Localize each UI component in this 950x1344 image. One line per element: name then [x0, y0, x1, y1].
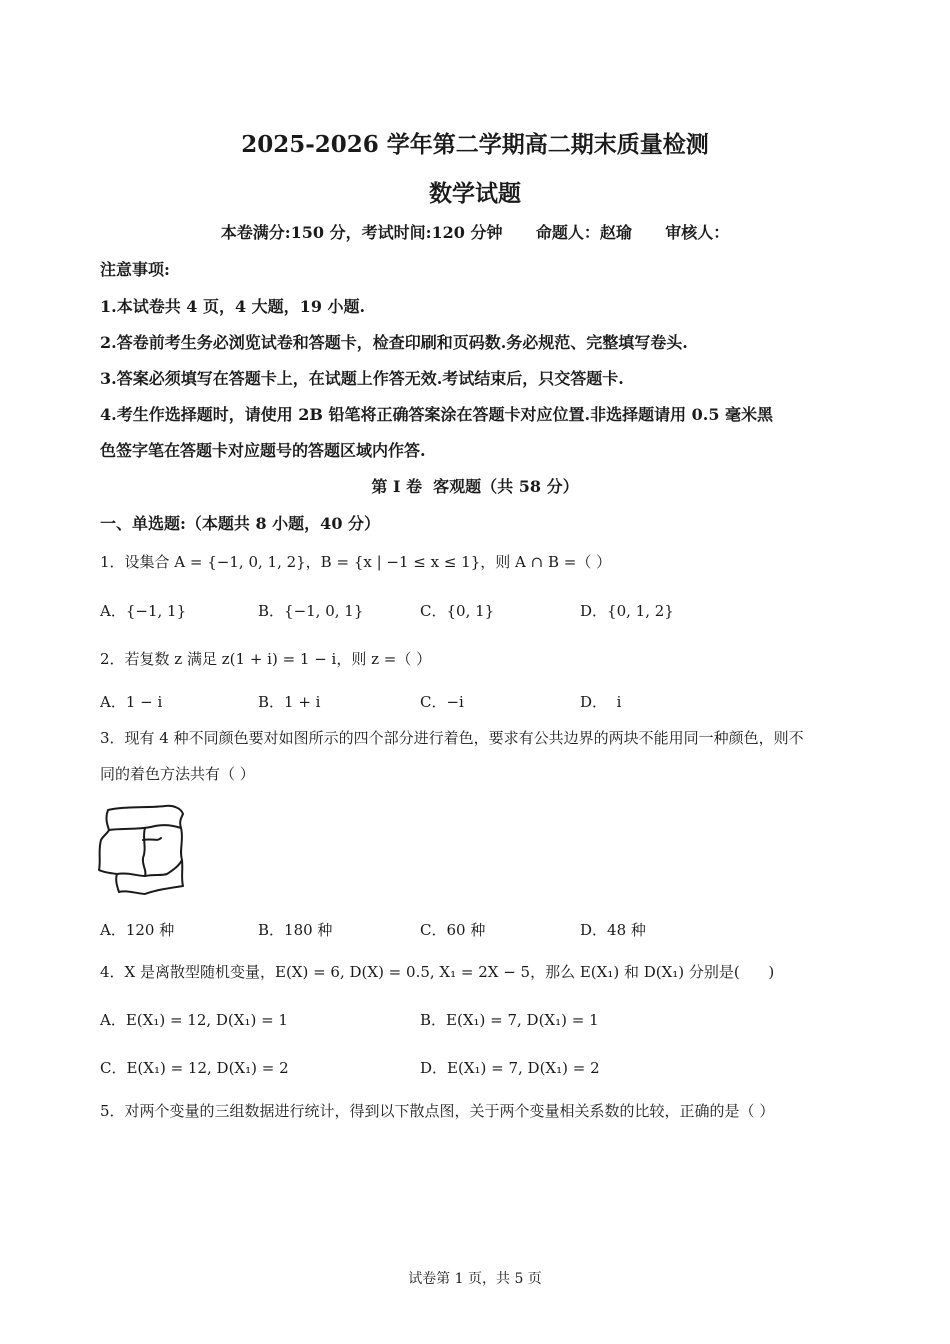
question-2-option-c: C．−i: [420, 693, 464, 711]
question-3-option-d: D．48 种: [580, 921, 646, 939]
exam-subtitle: 数学试题: [429, 180, 521, 207]
question-4-option-b: B．E(X₁) = 7, D(X₁) = 1: [420, 1011, 599, 1029]
question-2-stem: 2．若复数 z 满足 z(1 + i) = 1 − i，则 z =（ ）: [100, 650, 432, 668]
question-1-option-a: A．{−1, 1}: [100, 602, 187, 620]
page-footer: 试卷第 1 页，共 5 页: [408, 1271, 542, 1287]
question-1-stem: 1．设集合 A = {−1, 0, 1, 2}，B = {x | −1 ≤ x ≤ 1}，则 A ∩ B =（ ）: [100, 553, 612, 571]
notice-item-2: 2.答卷前考生务必浏览试卷和答题卡，检查印刷和页码数.务必规范、完整填写卷头.: [100, 333, 688, 352]
question-1-option-b: B．{−1, 0, 1}: [258, 602, 364, 620]
question-4-option-a: A．E(X₁) = 12, D(X₁) = 1: [100, 1011, 288, 1029]
figure-outer-boundary: [99, 806, 183, 894]
notice-item-3: 3.答案必须填写在答题卡上，在试题上作答无效.考试结束后，只交答题卡.: [100, 369, 624, 388]
question-3-option-b: B．180 种: [258, 921, 333, 939]
question-4-option-d: D．E(X₁) = 7, D(X₁) = 2: [420, 1059, 600, 1077]
question-3-option-c: C．60 种: [420, 921, 486, 939]
question-4-option-c: C．E(X₁) = 12, D(X₁) = 2: [100, 1059, 289, 1077]
question-3-stem-line2: 同的着色方法共有（ ）: [100, 765, 255, 783]
section-heading: 一、单选题:（本题共 8 小题，40 分）: [100, 514, 381, 533]
question-1-option-d: D．{0, 1, 2}: [580, 602, 674, 620]
notice-heading: 注意事项:: [100, 260, 170, 279]
question-1-option-c: C．{0, 1}: [420, 602, 495, 620]
exam-title: 2025-2026 学年第二学期高二期末质量检测: [241, 131, 709, 158]
notice-item-1: 1.本试卷共 4 页，4 大题，19 小题.: [100, 297, 366, 316]
question-3-stem-line1: 3．现有 4 种不同颜色要对如图所示的四个部分进行着色，要求有公共边界的两块不能用同一种颜色，则不: [100, 729, 804, 747]
question-3-option-a: A．120 种: [100, 921, 175, 939]
question-4-stem: 4．X 是离散型随机变量，E(X) = 6, D(X) = 0.5, X₁ = 2X − 5，那么 E(X₁) 和 D(X₁) 分别是( ): [100, 963, 775, 981]
coloring-regions-figure: [95, 800, 195, 900]
question-2-option-d: D． i: [580, 693, 622, 711]
question-2-option-b: B．1 + i: [258, 693, 321, 711]
figure-bottom-divider: [117, 860, 182, 876]
question-2-option-a: A．1 − i: [100, 693, 163, 711]
question-5-stem: 5．对两个变量的三组数据进行统计，得到以下散点图，关于两个变量相关系数的比较，正确的是（ ）: [100, 1102, 775, 1120]
figure-bump: [143, 838, 161, 840]
notice-item-4: 4.考生作选择题时，请使用 2B 铅笔将正确答案涂在答题卡对应位置.非选择题请用 0.5 毫米黑: [100, 405, 774, 424]
exam-info: 本卷满分:150 分，考试时间:120 分钟 命题人：赵瑜 审核人：: [220, 223, 730, 242]
figure-vertical-divider: [143, 828, 146, 876]
notice-item-4-cont: 色签字笔在答题卡对应题号的答题区域内作答.: [100, 441, 426, 460]
part-title: 第 I 卷 客观题（共 58 分）: [371, 477, 579, 496]
